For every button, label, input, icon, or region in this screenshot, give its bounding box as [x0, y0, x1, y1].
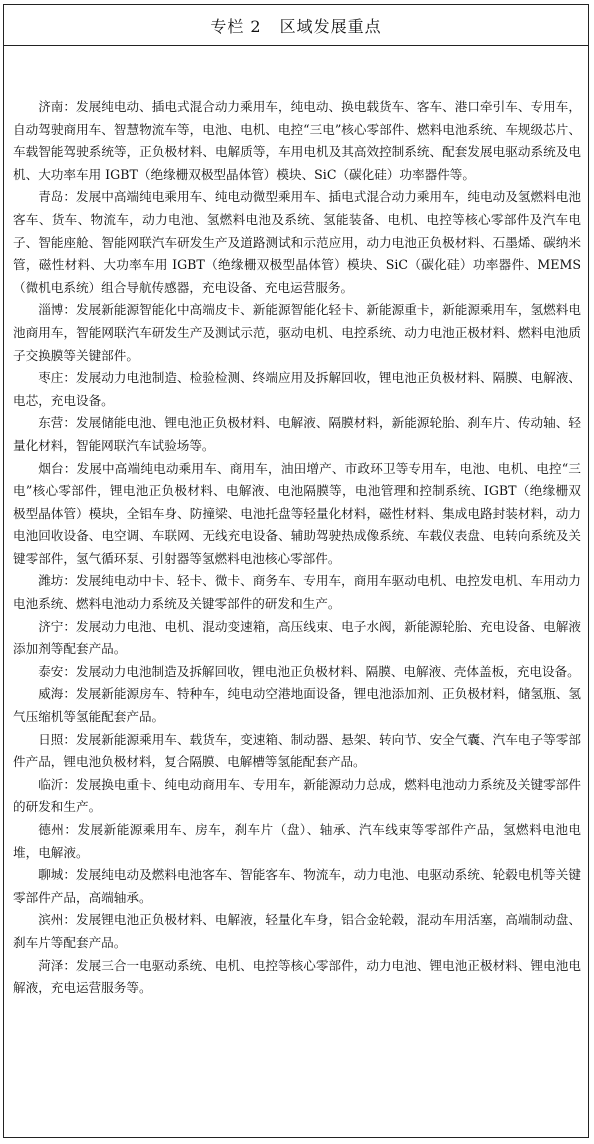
- paragraph-zibo: 淄博：发展新能源智能化中高端皮卡、新能源智能化轻卡、新能源重卡，新能源乘用车，氢燃料电池商用车，智能网联汽车研发生产及测试示范，驱动电机、电控系统、动力电池正极材料、燃料电池质子交换膜等关键部件。: [13, 302, 581, 363]
- paragraph-heze: 菏泽：发展三合一电驱动系统、电机、电控等核心零部件，动力电池、锂电池正极材料、锂电池电解液，充电运营服务等。: [13, 957, 581, 996]
- column-box: [3, 4, 589, 1138]
- paragraph-jining: 济宁：发展动力电池、电机、混动变速箱，高压线束、电子水阀，新能源轮胎、充电设备、电解液添加剂等配套产品。: [13, 618, 581, 657]
- paragraph-zaozhuang: 枣庄：发展动力电池制造、检验检测、终端应用及拆解回收，锂电池正负极材料、隔膜、电解液、电芯，充电设备。: [13, 370, 581, 408]
- column-body: [13, 96, 581, 1000]
- paragraph-dongying: 东营：发展储能电池、锂电池正负极材料、电解液、隔膜材料，新能源轮胎、刹车片、传动轴、轻量化材料，智能网联汽车试验场等。: [13, 415, 581, 453]
- paragraph-liaocheng: 聊城：发展纯电动及燃料电池客车、智能客车、物流车，动力电池、电驱动系统、轮毂电机等关键零部件产品，高端轴承。: [13, 867, 581, 905]
- paragraph-qingdao: 青岛：发展中高端纯电乘用车、纯电动微型乘用车、插电式混合动力乘用车，纯电动及氢燃料电池客车、货车、物流车，动力电池、氢燃料电池及系统、氢能装备、电机、电控等核心零部件及汽车电子、智能座舱、智能网联汽车研发生产及道路测试和示范应用，动力电池正负极材料、石墨烯、碳纳米管，磁性材料、大功率车用 IGBT（绝缘栅双极型晶体管）模块、SiC（碳化硅）功率器件、MEMS（微机电系统）组合导航传感器，充电设备、充电运营服务。: [13, 189, 581, 295]
- paragraph-linyi: 临沂：发展换电重卡、纯电动商用车、专用车，新能源动力总成，燃料电池动力系统及关键零部件的研发和生产。: [13, 776, 581, 815]
- paragraph-dezhou: 德州：发展新能源乘用车、房车，刹车片（盘）、轴承、汽车线束等零部件产品，氢燃料电池电堆，电解液。: [13, 822, 581, 860]
- paragraph-rizhao: 日照：发展新能源乘用车、载货车，变速箱、制动器、悬架、转向节、安全气囊、汽车电子等零部件产品，锂电池负极材料，复合隔膜、电解槽等氢能配套产品。: [13, 731, 581, 770]
- paragraph-taian: 泰安：发展动力电池制造及拆解回收，锂电池正负极材料、隔膜、电解液、壳体盖板，充电设备。: [38, 663, 580, 679]
- paragraph-binzhou: 滨州：发展锂电池正负极材料、电解液，轻量化车身，铝合金轮毂，混动车用活塞，高端制动盘、刹车片等配套产品。: [13, 912, 581, 950]
- column-header: [4, 5, 588, 46]
- paragraph-jinan: 济南：发展纯电动、插电式混合动力乘用车，纯电动、换电载货车、客车、港口牵引车、专用车，自动驾驶商用车、智慧物流车等，电池、电机、电控“三电”核心零部件、燃料电池系统、车规级芯片、车载智能驾驶系统等，正负极材料、电解质等，车用电机及其高效控制系统、配套发展电驱动系统及电机、大功率车用 IGBT（绝缘栅双极型晶体管）模块、SiC（碳化硅）功率器件等。: [13, 99, 581, 182]
- paragraph-yantai: 烟台：发展中高端纯电动乘用车、商用车，油田增产、市政环卫等专用车，电池、电机、电控“三电”核心零部件，锂电池正负极材料、电解液、电池隔膜等，电池管理和控制系统、IGBT（绝缘栅双极型晶体管）模块，全铝车身、防撞梁、电池托盘等轻量化材料，磁性材料、集成电路封装材料，动力电池回收设备、电空调、车联网、无线充电设备、辅助驾驶热成像系统、车载仪表盘、电转向系统及关键零部件，氢气循环泵、引射器等氢燃料电池核心零部件。: [13, 460, 581, 566]
- column-title: 区域发展重点: [279, 16, 382, 36]
- column-number: 专栏 2: [210, 16, 262, 36]
- paragraph-weihai: 威海：发展新能源房车、特种车，纯电动空港地面设备，锂电池添加剂、正负极材料，储氢瓶、氢气压缩机等氢能配套产品。: [13, 686, 581, 725]
- paragraph-weifang: 潍坊：发展纯电动中卡、轻卡、微卡、商务车、专用车，商用车驱动电机、电控发电机、车用动力电池系统、燃料电池动力系统及关键零部件的研发和生产。: [13, 573, 581, 612]
